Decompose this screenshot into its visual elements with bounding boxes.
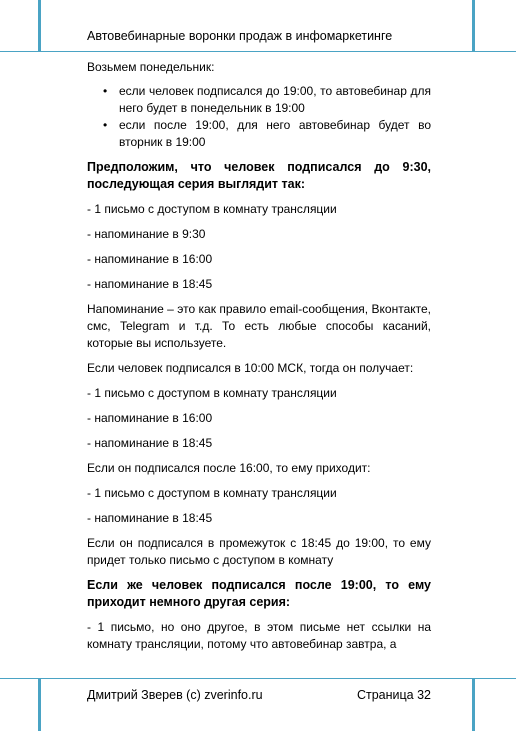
footer-right-rule: [472, 678, 475, 731]
tail-paragraph: - 1 письмо, но оно другое, в этом письме нет ссылки на комнату трансляции, потому что автовебинар завтра, а: [87, 620, 431, 651]
header-divider: [0, 51, 516, 52]
series-line: - напоминание в 16:00: [87, 411, 213, 425]
series-line: - напоминание в 16:00: [87, 252, 213, 266]
header-left-rule: [38, 0, 41, 52]
bullet-icon: •: [103, 84, 108, 98]
reminder-note: Напоминание – это как правило email-сообщения, Вконтакте, смс, Telegram и т.д. То есть любые способы касаний, которые вы используете.: [87, 302, 431, 350]
list-item-text: если человек подписался до 19:00, то автовебинар для него будет в понедельник в 19:00: [119, 84, 431, 115]
series-line: - напоминание в 9:30: [87, 227, 206, 241]
bold-heading-2: Если же человек подписался после 19:00, то ему приходит немного другая серия:: [87, 578, 431, 609]
intro-paragraph: Возьмем понедельник:: [87, 60, 215, 74]
page-number: Страница 32: [356, 688, 431, 702]
header-right-rule: [472, 0, 475, 52]
case-paragraph: Если человек подписался в 10:00 МСК, тогда он получает:: [87, 361, 414, 375]
case-paragraph: Если он подписался после 16:00, то ему приходит:: [87, 461, 371, 475]
series-line: - 1 письмо с доступом в комнату трансляции: [87, 202, 337, 216]
page-body: [87, 59, 431, 661]
footer-author: Дмитрий Зверев (c) zverinfo.ru: [87, 688, 263, 702]
series-line: - напоминание в 18:45: [87, 277, 213, 291]
series-line: - 1 письмо с доступом в комнату трансляции: [87, 386, 337, 400]
series-line: - напоминание в 18:45: [87, 511, 213, 525]
series-line: - 1 письмо с доступом в комнату трансляции: [87, 486, 337, 500]
bullet-list: [87, 83, 431, 151]
footer-divider: [0, 678, 516, 679]
bullet-icon: •: [103, 118, 108, 132]
case-paragraph: Если он подписался в промежуток с 18:45 до 19:00, то ему придет только письмо с доступом в комнату: [87, 536, 431, 567]
list-item: [87, 117, 431, 151]
series-line: - напоминание в 18:45: [87, 436, 213, 450]
footer-left-rule: [38, 678, 41, 731]
header-title: Автовебинарные воронки продаж в инфомаркетинге: [87, 29, 393, 43]
bold-heading-1: Предположим, что человек подписался до 9:30, последующая серия выглядит так:: [87, 160, 431, 191]
list-item-text: если после 19:00, для него автовебинар будет во вторник в 19:00: [119, 118, 431, 149]
list-item: [87, 83, 431, 117]
